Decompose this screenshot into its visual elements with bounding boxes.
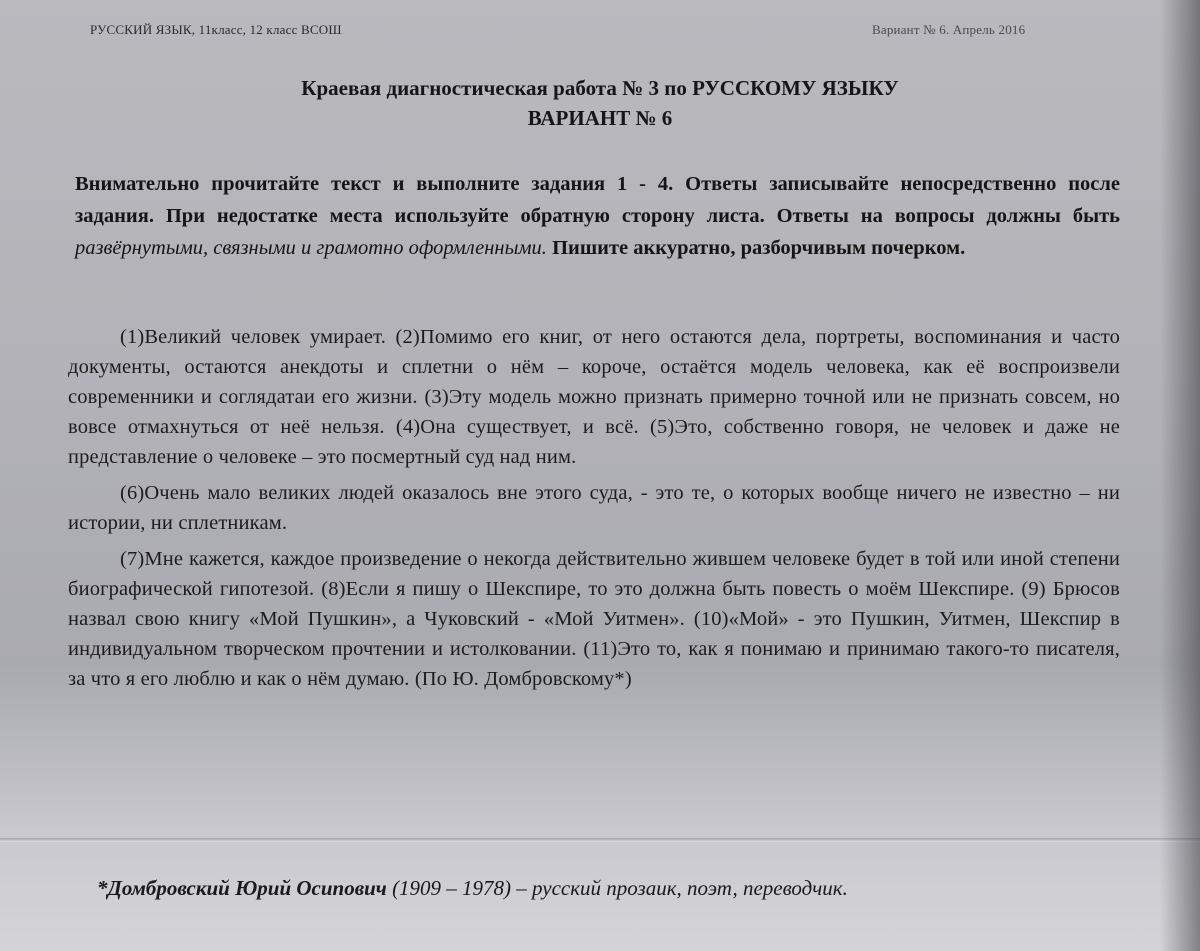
footnote-rest: (1909 – 1978) – русский прозаик, поэт, переводчик. bbox=[386, 876, 848, 900]
reading-text bbox=[68, 322, 1120, 694]
text-paragraph-1: (1)Великий человек умирает. (2)Помимо его книг, от него остаются дела, портреты, воспоминания и часто документы, остаются анекдоты и сплетни о нём – короче, остаётся модель человека, как её воспроизвели современники и соглядатаи его жизни. (3)Эту модель можно признать примерно точной или не признать совсем, но вовсе отмахнуться от неё нельзя. (4)Она существует, и всё. (5)Это, собственно говоря, не человек и даже не представление о человеке – это посмертный суд над ним. bbox=[68, 326, 1120, 468]
variant-title: ВАРИАНТ № 6 bbox=[527, 106, 673, 130]
instructions-part1: Внимательно прочитайте текст и выполните задания 1 - 4. Ответы записывайте непосредственно после задания. При недостатке места используйте обратную сторону листа. Ответы на вопросы должны быть bbox=[75, 173, 1120, 227]
text-paragraph-3: (7)Мне кажется, каждое произведение о некогда действительно жившем человеке будет в той или иной степени биографической гипотезой. (8)Если я пишу о Шекспире, то это должна быть повесть о моём Шекспире. (9) Брюсов назвал свою книгу «Мой Пушкин», а Чуковский - «Мой Уитмен». (10)«Мой» - это Пушкин, Уитмен, Шекспир в индивидуальном творческом прочтении и истолковании. (11)Это то, как я понимаю и принимаю такого-то писателя, за что я его люблю и как о нём думаю. (По Ю. Домбровскому*) bbox=[68, 548, 1120, 690]
text-paragraph-2: (6)Очень мало великих людей оказалось вне этого суда, - это те, о которых вообще ничего не известно – ни истории, ни сплетникам. bbox=[68, 482, 1120, 534]
instructions-part2: Пишите аккуратно, разборчивым почерком. bbox=[546, 237, 966, 259]
document-title: Краевая диагностическая работа № 3 по РУССКОМУ ЯЗЫКУ bbox=[301, 76, 899, 100]
header-subject: РУССКИЙ ЯЗЫК, 11класс, 12 класс ВСОШ bbox=[90, 22, 342, 37]
footnote bbox=[35, 872, 1117, 904]
instructions bbox=[75, 168, 1120, 264]
instructions-italic: развёрнутыми, связными и грамотно оформленными. bbox=[75, 237, 547, 259]
footnote-name: *Домбровский Юрий Осипович bbox=[97, 876, 387, 900]
paper-fold bbox=[0, 838, 1200, 842]
header-variant-date: Вариант № 6. Апрель 2016 bbox=[872, 22, 1026, 37]
